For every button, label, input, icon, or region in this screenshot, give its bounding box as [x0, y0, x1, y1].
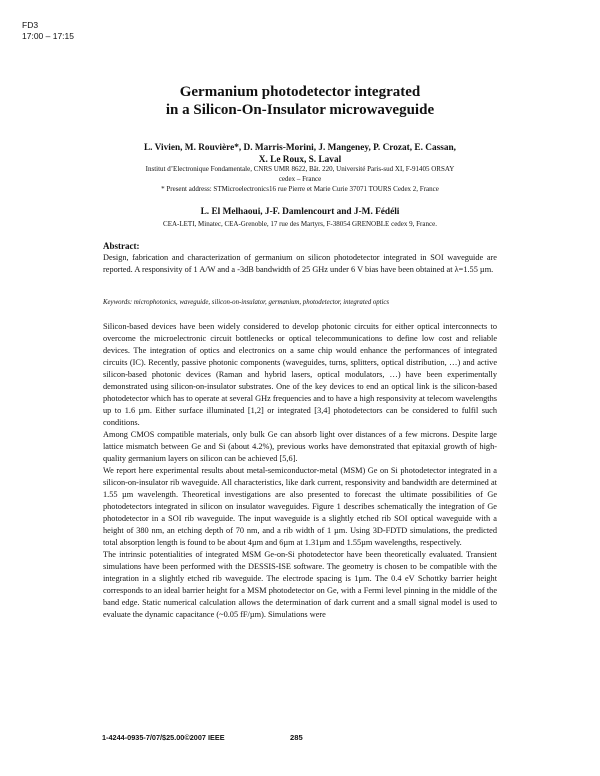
abstract-text: Design, fabrication and characterization of germanium on silicon photodetector integrated in SOI waveguide are reported. A responsivity of 1 A/W and a -3dB bandwidth of 25 GHz under 6 V bias have been obtained at λ=1.55 µm.: [103, 253, 497, 274]
title-line-1: Germanium photodetector integrated: [179, 84, 421, 100]
body-paragraph: Silicon-based devices have been widely considered to develop photonic circuits for either optical interconnects to overcome the microelectronic circuit bottlenecks or optical telecommunications to define low cost and reliable devices. The integration of optics and electronics on a same chip would enhance the performances of integrated circuits (IC). Recently, passive photonic components (waveguides, turns, splitters, optical distribution, …) and active silicon-based photonic devices (Raman and hybrid lasers, optical modulators, …) have been experimentally demonstrated using silicon-on-insulator substrates. One of the key devices to end an optical link is the silicon-based photodetector which has to operate at several GHz frequencies and to have a high responsivity at telecom wavelengths up to 1.6 µm. Either surface illuminated [1,2] or integrated [3,4] photodetectors can be considered to fulfil such conditions.: [103, 322, 497, 427]
body-paragraph: Among CMOS compatible materials, only bulk Ge can absorb light over distances of a few microns. Despite large lattice mismatch between Ge and Si (about 4.2%), previous works have demonstrated that epitaxial growth of high-quality germanium layers on silicon can be achieved [5,6].: [103, 430, 497, 463]
author-line-2: X. Le Roux, S. Laval: [258, 155, 342, 165]
affiliation-1-line-2: cedex – France: [278, 175, 322, 183]
session-time: 17:00 – 17:15: [22, 30, 74, 41]
abstract-heading: Abstract:: [103, 241, 140, 251]
affiliation-2: CEA-LETI, Minatec, CEA-Grenoble, 17 rue des Martyrs, F-38054 GRENOBLE cedex 9, France.: [163, 220, 437, 228]
copyright-notice: 1-4244-0935-7/07/$25.00©2007 IEEE: [102, 733, 225, 742]
affiliation-1: [60, 164, 540, 184]
paper-title: [0, 83, 600, 119]
body-text: [103, 321, 497, 621]
author-list-1: [60, 142, 540, 166]
author-list-2: L. El Melhaoui, J-F. Damlencourt and J-M. Fédéli: [200, 207, 400, 217]
page-number: 285: [290, 733, 303, 742]
keywords: Keywords: microphotonics, waveguide, silicon-on-insulator, germanium, photodetector, integrated optics: [103, 299, 390, 306]
body-paragraph: We report here experimental results about metal-semiconductor-metal (MSM) Ge on Si photodetector integrated in a silicon-on-insulator rib waveguide. All characteristics, like dark current, responsivity and bandwidth are determined at 1.55 µm wavelength. Theoretical investigations are also presented to forecast the ultimate possibilities of Ge photodetectors integrated in silicon on insulator waveguides. Figure 1 describes schematically the integration of Ge photodetector in a SOI rib waveguide. The input waveguide is a slightly etched rib SOI optical waveguide with a height of 380 nm, an etching depth of 70 nm, and a rib width of 1 µm. Using 3D-FDTD simulations, the predicted total absorption length is found to be about 4µm and 6µm at 1.31µm and 1.55µm wavelengths, respectively.: [103, 466, 497, 547]
author-line-1: L. Vivien, M. Rouvière*, D. Marris-Morini, J. Mangeney, P. Crozat, E. Cassan,: [143, 143, 457, 153]
affiliation-1-line-1: Institut d’Electronique Fondamentale, CNRS UMR 8622, Bât. 220, Université Paris-sud XI, F-91405 ORSAY: [145, 165, 455, 173]
present-address: * Present address: STMicroelectronics16 rue Pierre et Marie Curie 37071 TOURS Cedex 2, France: [161, 185, 439, 193]
session-code: FD3: [22, 20, 39, 30]
session-header: [22, 20, 74, 41]
title-line-2: in a Silicon-On-Insulator microwaveguide: [165, 102, 435, 118]
body-paragraph: The intrinsic potentialities of integrated MSM Ge-on-Si photodetector have been theoretically evaluated. Transient simulations have been performed with the DESSIS-ISE software. The geometry is chosen to be compatible with the integration in a slightly etched rib waveguide. The electrode spacing is 1µm. The 0.4 eV Schottky barrier height corresponds to an ideal barrier height for a MSM photodetector on Ge, with a Fermi level pinning in the middle of the band edge. Static numerical calculation allows the determination of dark current and a small signal model is used to evaluate the dynamic capacitance (~0.05 fF/µm). Simulations were: [103, 550, 497, 619]
